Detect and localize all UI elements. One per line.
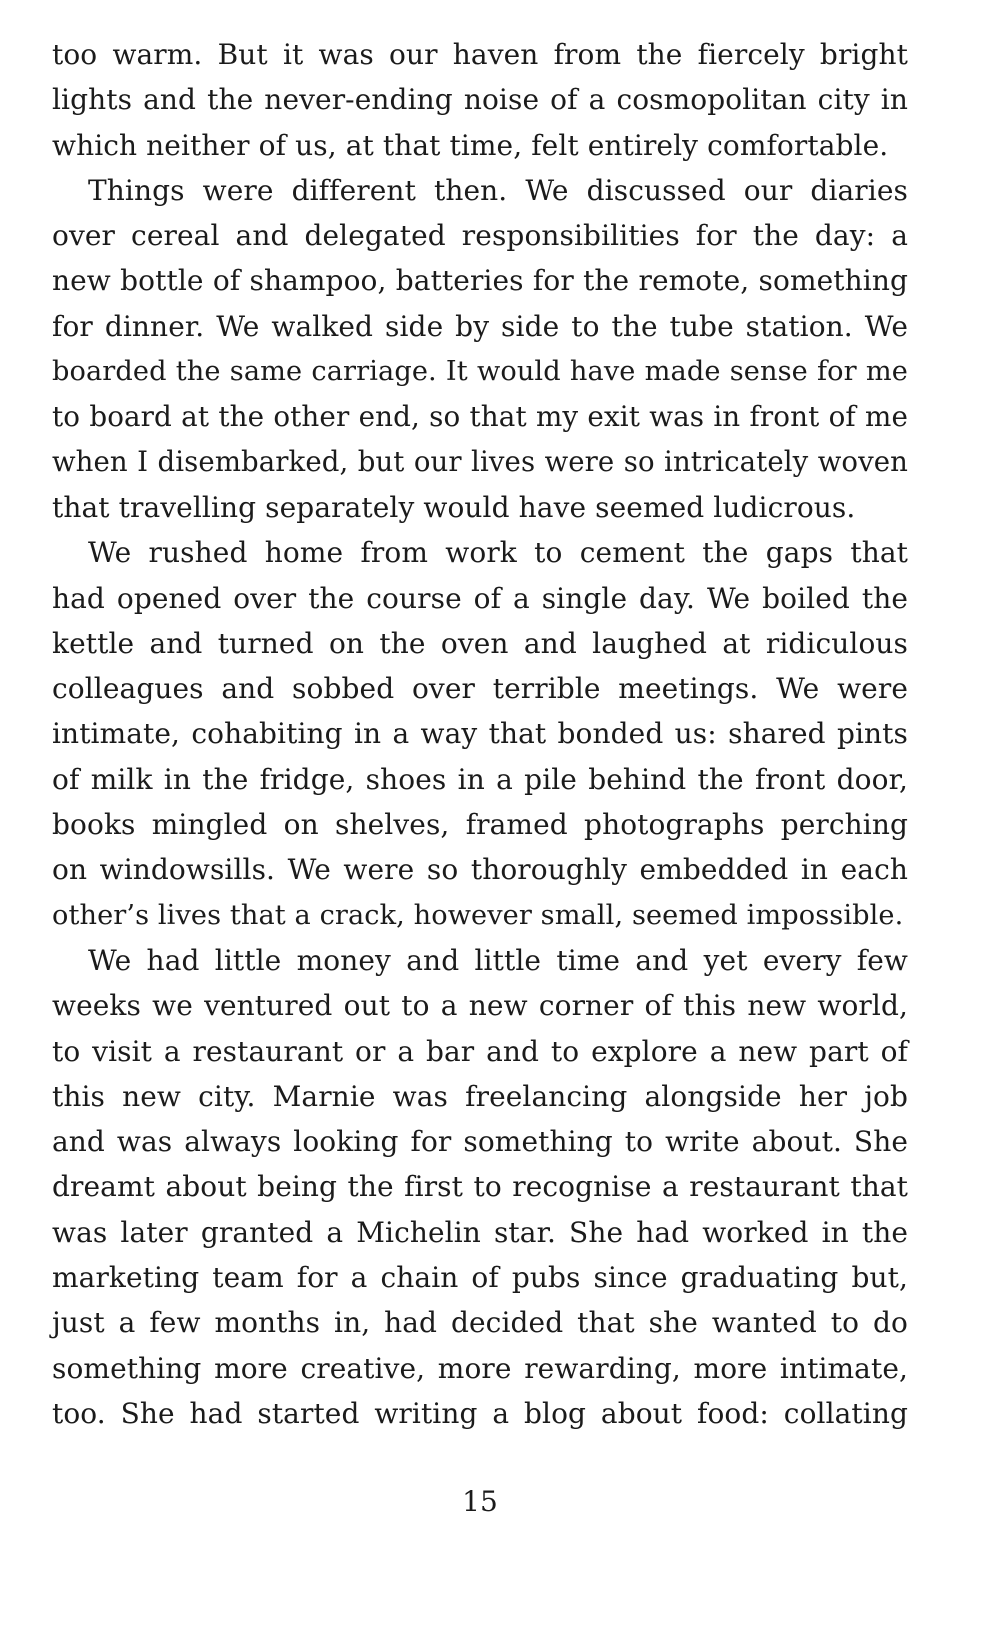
text-line: We had little money and little time and yet every few bbox=[88, 943, 908, 977]
body-text bbox=[52, 32, 908, 1436]
text-line: which neither of us, at that time, felt entirely comfortable. bbox=[52, 128, 889, 162]
text-line: lights and the never-ending noise of a cosmopolitan city in bbox=[52, 83, 908, 117]
text-line: too warm. But it was our haven from the fiercely bright bbox=[52, 38, 908, 71]
text-line: books mingled on shelves, framed photographs perching bbox=[52, 808, 908, 842]
text-line: over cereal and delegated responsibilities for the day: a bbox=[52, 219, 908, 253]
text-line: just a few months in, had decided that she wanted to do bbox=[52, 1306, 908, 1340]
text-line: weeks we ventured out to a new corner of this new world, bbox=[52, 989, 908, 1023]
text-line: and was always looking for something to write about. She bbox=[52, 1125, 908, 1159]
text-line: of milk in the fridge, shoes in a pile behind the front door, bbox=[52, 762, 908, 796]
text-line: to visit a restaurant or a bar and to explore a new part of bbox=[52, 1034, 908, 1068]
text-line: intimate, cohabiting in a way that bonded us: shared pints bbox=[52, 717, 908, 751]
text-line: was later granted a Michelin star. She had worked in the bbox=[52, 1215, 908, 1249]
text-line: to board at the other end, so that my exit was in front of me bbox=[52, 400, 908, 434]
text-line: Things were different then. We discussed our diaries bbox=[88, 173, 908, 207]
text-line: that travelling separately would have seemed ludicrous. bbox=[52, 490, 856, 524]
text-line: on windowsills. We were so thoroughly embedded in each bbox=[52, 853, 908, 887]
text-line: dreamt about being the first to recognise a restaurant that bbox=[52, 1170, 908, 1204]
text-line: marketing team for a chain of pubs since graduating but, bbox=[52, 1261, 908, 1295]
text-line: We rushed home from work to cement the gaps that bbox=[88, 536, 908, 570]
text-line: for dinner. We walked side by side to the tube station. We bbox=[52, 309, 908, 343]
text-line: had opened over the course of a single day. We boiled the bbox=[52, 581, 908, 615]
text-line: boarded the same carriage. It would have made sense for me bbox=[52, 356, 908, 388]
text-line: when I disembarked, but our lives were so intricately woven bbox=[52, 445, 908, 478]
page-number: 15 bbox=[462, 1485, 498, 1518]
text-line: something more creative, more rewarding, more intimate, bbox=[52, 1351, 908, 1385]
text-line: other’s lives that a crack, however small, seemed impossible. bbox=[52, 899, 904, 931]
text-line: kettle and turned on the oven and laughed at ridiculous bbox=[52, 626, 908, 660]
text-line: new bottle of shampoo, batteries for the remote, something bbox=[52, 264, 908, 298]
text-line: colleagues and sobbed over terrible meetings. We were bbox=[52, 672, 908, 706]
text-line: too. She had started writing a blog about food: collating bbox=[52, 1396, 908, 1430]
text-line: this new city. Marnie was freelancing alongside her job bbox=[52, 1079, 908, 1113]
